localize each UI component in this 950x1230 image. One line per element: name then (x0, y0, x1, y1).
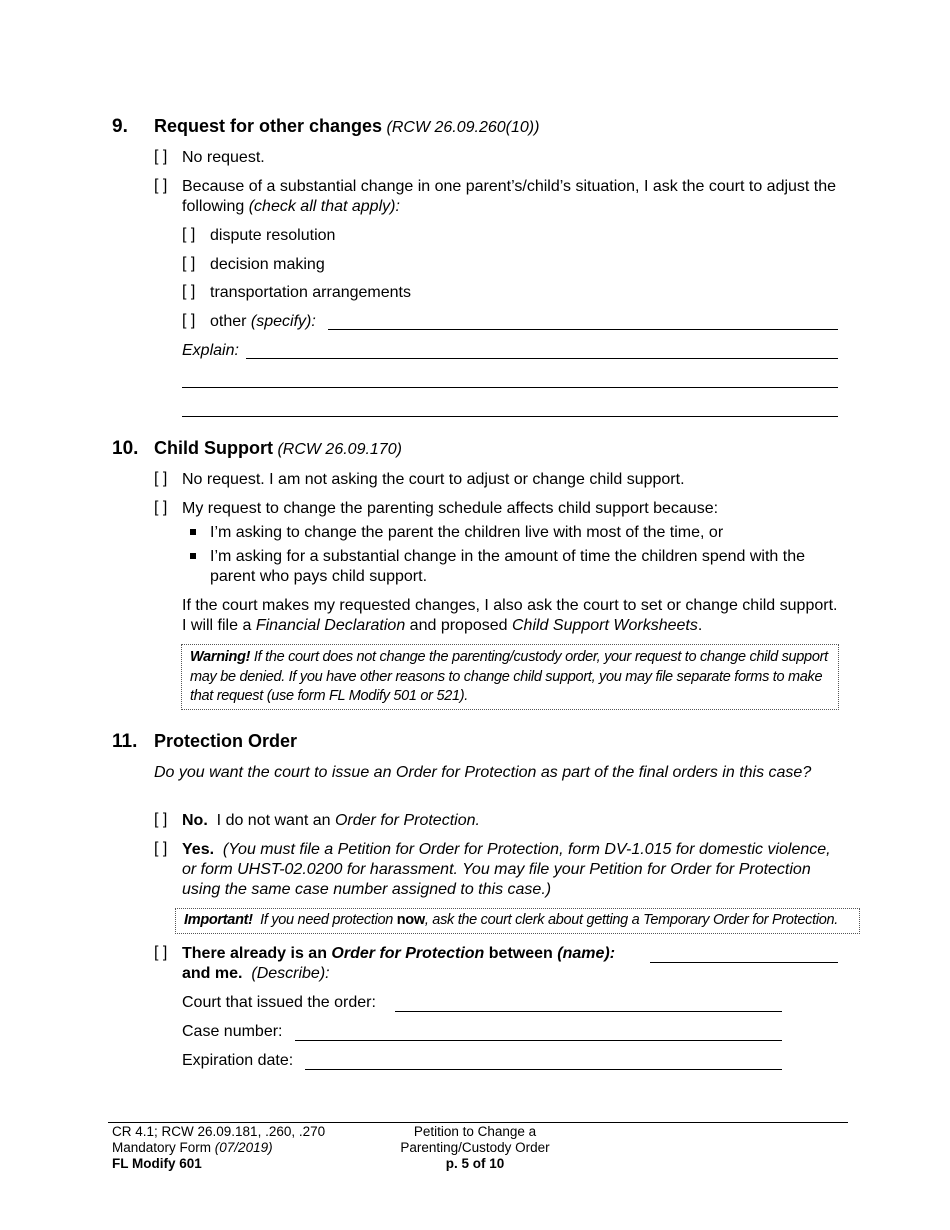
s9-no-request-checkbox[interactable]: [ ] (154, 148, 168, 165)
s11-no-label (182, 811, 480, 831)
s9-dispute-checkbox[interactable]: [ ] (182, 226, 196, 243)
footer-title-1: Petition to Change a (413, 1124, 537, 1139)
s9-explain-line-1[interactable] (246, 358, 838, 359)
s9-other-text: other (210, 313, 247, 330)
s11-already-checkbox[interactable]: [ ] (154, 944, 168, 961)
section-9-number: 9. (112, 116, 128, 137)
section-10-heading (154, 438, 402, 459)
section-11-number: 11. (112, 731, 138, 752)
s11-important-text-a: If you need protection (260, 912, 394, 928)
s9-decision-label: decision making (210, 256, 325, 273)
section-10-citation: (RCW 26.09.170) (277, 441, 402, 458)
section-10-title: Child Support (154, 438, 273, 458)
s11-expiration-label: Expiration date: (182, 1052, 294, 1069)
s9-explain-label: Explain: (182, 342, 239, 359)
s9-explain-line-3[interactable] (182, 416, 838, 417)
s11-already-name: (name): (557, 945, 616, 962)
s11-important-text-b: , ask the court clerk about getting a Temporary Order for Protection. (424, 912, 839, 928)
s9-other-specify: (specify): (250, 313, 316, 330)
s11-already-text-a: There already is an (182, 945, 327, 962)
s10-affects-checkbox[interactable]: [ ] (154, 499, 168, 516)
s11-case-line[interactable] (295, 1040, 782, 1041)
s9-dispute-label: dispute resolution (210, 227, 336, 244)
s11-describe: (Describe): (251, 965, 330, 982)
s10-affects-label: My request to change the parenting schedule affects child support because: (182, 500, 719, 517)
s11-court-label: Court that issued the order: (182, 994, 376, 1011)
s10-warning-box (181, 644, 839, 710)
s9-adjust-checkbox[interactable]: [ ] (154, 177, 168, 194)
s10-para-financial-declaration: Financial Declaration (255, 617, 406, 634)
bullet-icon (190, 529, 196, 535)
section-9-title: Request for other changes (154, 116, 383, 136)
s10-bullet-2: I’m asking for a substantial change in the amount of time the children spend with the parent who pays child support. (210, 548, 806, 585)
s11-expiration-line[interactable] (305, 1069, 782, 1070)
s11-no-italic: Order for Protection. (334, 812, 480, 829)
s11-question: Do you want the court to issue an Order for Protection as part of the final orders in this case? (154, 764, 812, 781)
section-9-heading (154, 116, 539, 137)
footer-rule-cite: CR 4.1; RCW 26.09.181, .260, .270 (112, 1124, 326, 1139)
s11-yes-text: (You must file a Petition for Order for Protection, form DV-1.015 for domestic violence, or form UHST-02.0200 for harassment. You may file your Petition for Order for Protection using the same case number assigned to this case.) (182, 841, 831, 898)
s11-court-line[interactable] (395, 1011, 782, 1012)
s10-bullet-1: I’m asking to change the parent the children live with most of the time, or (210, 524, 724, 541)
section-10-number: 10. (112, 438, 139, 459)
s9-adjust-text: Because of a substantial change in one parent’s/child’s situation, I ask the court to adjust the following (182, 178, 837, 215)
s10-no-request-checkbox[interactable]: [ ] (154, 470, 168, 487)
s9-no-request-label: No request. (182, 149, 265, 166)
footer-form: FL Modify 601 (112, 1156, 202, 1171)
s10-para-worksheets: Child Support Worksheets (511, 617, 698, 634)
s11-important-box (175, 908, 860, 934)
footer-title-2: Parenting/Custody Order (400, 1140, 550, 1155)
s11-important-label: Important! (184, 912, 253, 928)
s11-no-checkbox[interactable]: [ ] (154, 811, 168, 828)
s10-paragraph (182, 596, 842, 636)
bullet-icon (190, 553, 196, 559)
s11-name-line[interactable] (650, 962, 838, 963)
s9-adjust-label (182, 177, 847, 217)
s9-transport-checkbox[interactable]: [ ] (182, 283, 196, 300)
s9-explain-line-2[interactable] (182, 387, 838, 388)
s11-already-label (182, 944, 615, 964)
s9-other-line[interactable] (328, 329, 838, 330)
footer-page: p. 5 of 10 (445, 1156, 505, 1171)
s11-no-bold: No. (182, 812, 208, 829)
footer-date: (07/2019) (214, 1140, 273, 1155)
s11-case-label: Case number: (182, 1023, 283, 1040)
footer-mandatory (112, 1140, 273, 1156)
s9-decision-checkbox[interactable]: [ ] (182, 255, 196, 272)
s11-already-text-b: between (488, 945, 553, 962)
s11-andme: and me. (182, 965, 243, 982)
s9-other-label (210, 312, 316, 332)
footer-rule (108, 1122, 848, 1123)
s10-no-request-label: No request. I am not asking the court to adjust or change child support. (182, 471, 685, 488)
s11-yes-bold: Yes. (182, 841, 215, 858)
s10-warning-label: Warning! (190, 649, 251, 665)
s10-warning-text: If the court does not change the parenting/custody order, your request to change child support may be denied. If you have other reasons to change child support, you may file separate forms to make that request (use form FL Modify 501 or 521). (190, 649, 828, 704)
s10-para-end: . (697, 617, 703, 634)
s11-andme-row (182, 964, 330, 984)
s9-transport-label: transportation arrangements (210, 284, 411, 301)
s11-yes-checkbox[interactable]: [ ] (154, 840, 168, 857)
s9-other-checkbox[interactable]: [ ] (182, 312, 196, 329)
s9-adjust-hint: (check all that apply): (248, 198, 400, 215)
footer-mandatory-text: Mandatory Form (112, 1140, 212, 1155)
section-11-title: Protection Order (154, 731, 298, 751)
s11-already-ofp: Order for Protection (331, 945, 485, 962)
s10-para-text-a: If the court makes my requested changes, I also ask the court to set or change child support. I will file a (182, 597, 838, 634)
s11-important-now: now (396, 912, 425, 928)
s11-no-text: I do not want an (216, 812, 331, 829)
s10-para-text-b: and proposed (409, 617, 508, 634)
section-9-citation: (RCW 26.09.260(10)) (386, 119, 540, 136)
s11-yes-label (182, 840, 837, 900)
